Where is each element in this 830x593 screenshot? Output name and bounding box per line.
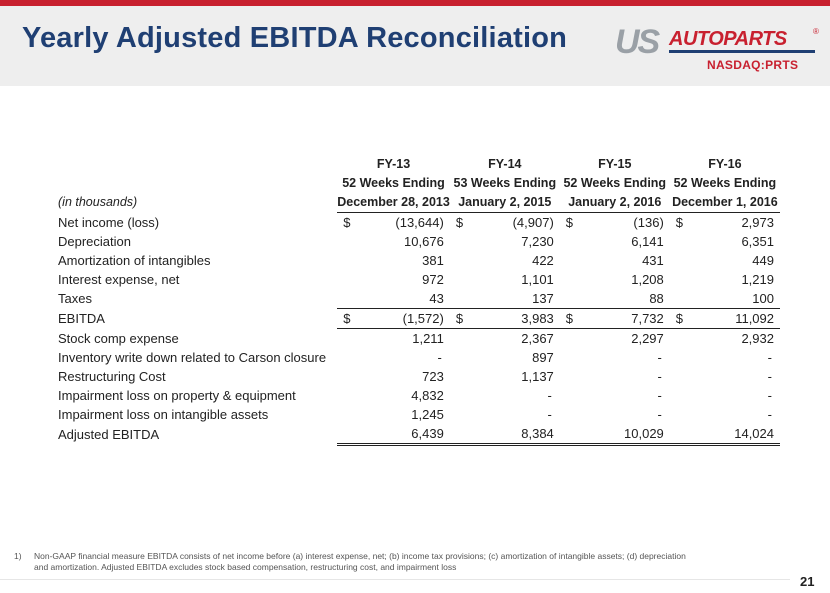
currency-symbol [337, 367, 353, 386]
currency-symbol [337, 348, 353, 367]
value-cell: 449 [752, 253, 774, 268]
value-cell: (4,907) [512, 215, 554, 230]
table-row [58, 367, 780, 386]
logo-autoparts-text: AUTOPARTS [669, 28, 787, 50]
value-cell: 3,983 [466, 309, 560, 329]
value-cell: 7,230 [521, 234, 554, 249]
currency-symbol [337, 232, 353, 251]
value-cell: - [767, 369, 772, 384]
table-row [58, 309, 780, 329]
currency-symbol [670, 348, 686, 367]
value-cell: - [767, 407, 772, 422]
value-cell: (13,644) [395, 215, 444, 230]
value-cell: - [547, 407, 552, 422]
logo-registered-mark: ® [813, 27, 819, 36]
header-date-fy-16: December 1, 2016 [670, 193, 780, 213]
currency-symbol [337, 386, 353, 405]
currency-symbol [337, 405, 353, 424]
value-cell: 43 [354, 289, 450, 309]
value-cell: 431 [642, 253, 664, 268]
currency-symbol [560, 270, 576, 289]
row-label: Impairment loss on intangible assets [58, 407, 269, 422]
currency-symbol [560, 289, 576, 309]
value-cell: - [437, 350, 442, 365]
value-cell: 11,092 [686, 309, 780, 329]
header-date-fy-14: January 2, 2015 [450, 193, 560, 213]
table-row [58, 213, 780, 233]
value-cell: - [767, 350, 772, 365]
ticker-symbol: NASDAQ:PRTS [707, 58, 799, 72]
currency-symbol [670, 232, 686, 251]
currency-symbol [560, 405, 576, 424]
currency-symbol [670, 367, 686, 386]
currency-symbol [560, 251, 576, 270]
value-cell: 1,208 [631, 272, 664, 287]
currency-symbol: $ [560, 309, 576, 329]
row-label: Adjusted EBITDA [58, 426, 160, 442]
header-fy-15: FY-15 [598, 156, 632, 171]
header-weeks-fy-14: 53 Weeks Ending [453, 176, 557, 190]
currency-symbol [670, 424, 686, 445]
value-cell: 2,367 [521, 331, 554, 346]
value-cell: 14,024 [686, 424, 780, 445]
value-cell: (136) [633, 215, 664, 230]
logo-us-text: US [615, 23, 659, 61]
header-fy-13: FY-13 [376, 156, 411, 171]
header-weeks-fy-13: 52 Weeks Ending [342, 176, 445, 190]
header-fy-14: FY-14 [488, 156, 522, 171]
value-cell: 2,932 [741, 331, 774, 346]
currency-symbol [670, 270, 686, 289]
table-row [58, 405, 780, 424]
currency-symbol [670, 386, 686, 405]
header-row-weeks [58, 174, 780, 193]
row-label: EBITDA [58, 311, 105, 326]
header-fy-16: FY-16 [708, 156, 742, 171]
currency-symbol [337, 329, 353, 349]
header-date-fy-13: December 28, 2013 [337, 193, 450, 213]
row-label: Inventory write down related to Carson closure [58, 350, 327, 365]
row-label: Net income (loss) [58, 214, 160, 230]
value-cell: - [767, 388, 772, 403]
table-row [58, 424, 780, 445]
currency-symbol: $ [670, 309, 686, 329]
currency-symbol [337, 424, 353, 445]
currency-symbol [560, 367, 576, 386]
value-cell: 1,245 [411, 407, 444, 422]
row-label: Restructuring Cost [58, 369, 166, 384]
currency-symbol [450, 232, 466, 251]
value-cell: 1,211 [412, 331, 444, 346]
page-title: Yearly Adjusted EBITDA Reconciliation [22, 22, 568, 54]
currency-symbol [560, 232, 576, 251]
currency-symbol [337, 289, 353, 309]
header-weeks-fy-15: 52 Weeks Ending [563, 176, 667, 190]
table-row [58, 270, 780, 289]
currency-symbol [337, 251, 353, 270]
value-cell: 422 [532, 253, 554, 268]
row-label: Amortization of intangibles [58, 253, 211, 268]
table-row [58, 386, 780, 405]
table-row [58, 251, 780, 270]
currency-symbol [450, 367, 466, 386]
ebitda-reconciliation-table [58, 154, 780, 446]
value-cell: - [657, 369, 662, 384]
value-cell: 6,141 [631, 234, 664, 249]
currency-symbol: $ [675, 215, 684, 230]
value-cell: 137 [466, 289, 560, 309]
currency-symbol [670, 405, 686, 424]
value-cell: - [657, 388, 662, 403]
value-cell: 10,029 [576, 424, 670, 445]
currency-symbol [560, 386, 576, 405]
currency-symbol [450, 289, 466, 309]
currency-symbol [450, 251, 466, 270]
currency-symbol [450, 405, 466, 424]
value-cell: (1,572) [354, 309, 450, 329]
value-cell: 7,732 [576, 309, 670, 329]
currency-symbol [560, 424, 576, 445]
logo-stripe [669, 50, 815, 53]
header-row-date [58, 193, 780, 213]
currency-symbol [560, 348, 576, 367]
value-cell: 1,219 [741, 272, 774, 287]
value-cell: 1,101 [521, 272, 554, 287]
value-cell: 10,676 [404, 234, 444, 249]
value-cell: 2,297 [631, 331, 664, 346]
value-cell: 897 [532, 350, 554, 365]
row-label: Stock comp expense [58, 330, 179, 346]
value-cell: 88 [576, 289, 670, 309]
currency-symbol [337, 270, 353, 289]
currency-symbol [450, 424, 466, 445]
table-row [58, 289, 780, 309]
value-cell: 6,439 [354, 424, 450, 445]
currency-symbol [450, 270, 466, 289]
currency-symbol [450, 386, 466, 405]
ebitda-table-container [58, 154, 780, 446]
footnote-number: 1) [14, 551, 22, 561]
row-label: Impairment loss on property & equipment [58, 388, 296, 403]
currency-symbol: $ [337, 309, 353, 329]
currency-symbol [670, 329, 686, 349]
row-label: Depreciation [58, 234, 131, 249]
value-cell: 4,832 [411, 388, 444, 403]
header-blank-cell [58, 174, 337, 193]
value-cell: 8,384 [466, 424, 560, 445]
currency-symbol [450, 348, 466, 367]
row-label: Taxes [58, 291, 92, 307]
value-cell: 972 [422, 272, 444, 287]
bottom-divider [0, 579, 790, 580]
currency-symbol: $ [455, 215, 464, 230]
row-label: Interest expense, net [58, 272, 180, 287]
header-row-fiscal-year [58, 154, 780, 174]
value-cell: - [547, 388, 552, 403]
header-blank-cell [58, 154, 337, 174]
currency-symbol [670, 289, 686, 309]
value-cell: - [657, 350, 662, 365]
value-cell: 381 [422, 253, 444, 268]
currency-symbol [450, 329, 466, 349]
units-label: (in thousands) [58, 195, 138, 210]
value-cell: 100 [686, 289, 780, 309]
value-cell: - [657, 407, 662, 422]
currency-symbol: $ [343, 215, 351, 230]
currency-symbol [560, 329, 576, 349]
value-cell: 6,351 [741, 234, 774, 249]
value-cell: 2,973 [741, 215, 774, 230]
page-number: 21 [800, 574, 815, 589]
table-body [58, 213, 780, 445]
value-cell: 723 [422, 369, 444, 384]
table-row [58, 232, 780, 251]
currency-symbol [670, 251, 686, 270]
currency-symbol: $ [450, 309, 466, 329]
footnote-text: Non-GAAP financial measure EBITDA consists of net income before (a) interest expense, net; (b) income tax provisions; (c) amortization of intangible assets; (d) depreciation and amortization. Adjusted EBITDA excludes stock based compensation, restructuring cost, and impairment loss [34, 551, 686, 572]
table-row [58, 329, 780, 349]
table-row [58, 348, 780, 367]
currency-symbol: $ [565, 215, 574, 230]
header-weeks-fy-16: 52 Weeks Ending [673, 176, 777, 190]
header-date-fy-15: January 2, 2016 [560, 193, 670, 213]
value-cell: 1,137 [521, 369, 554, 384]
